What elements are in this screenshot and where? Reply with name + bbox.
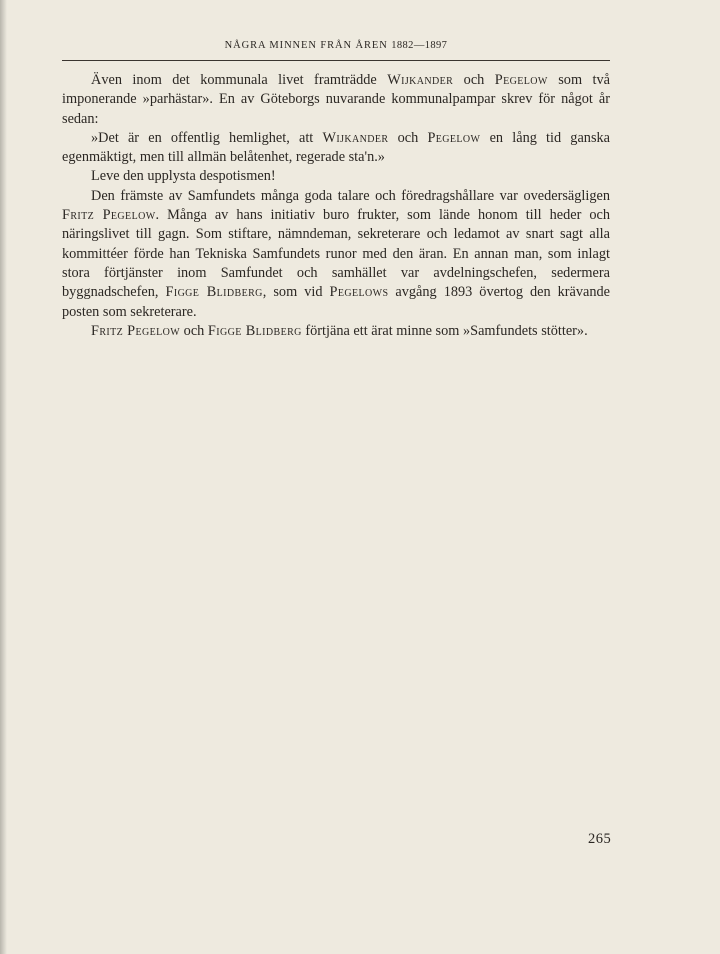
p2-text-c: en lång tid ganska egenmäktigt, men till allmän belåtenhet, regerade sta'n.»: [62, 129, 611, 166]
paragraph-2: [62, 129, 610, 168]
page-edge-shadow: [0, 0, 7, 954]
name-pegelow: Pegelow: [494, 72, 548, 88]
paragraph-5: [62, 322, 610, 341]
page-number: 265: [588, 831, 612, 847]
header-years: 1882—1897: [391, 40, 448, 51]
name-fritz-pegelow: Fritz Pegelow: [62, 207, 156, 224]
body-text: [62, 71, 610, 341]
p1-text-b: och: [453, 72, 495, 88]
name-pegelows: Pegelows: [329, 284, 389, 301]
header-rule: [62, 60, 610, 61]
name-figge-blidberg: Figge Blidberg: [165, 284, 263, 301]
p2-text-b: och: [388, 129, 428, 146]
name-wijkander: Wijkander: [322, 129, 389, 146]
p4-text-c: , som vid: [262, 284, 330, 301]
paragraph-1: [62, 71, 610, 129]
p4-text-b: . Många av hans initiativ buro frukter, som lände honom till heder och näringslivet till gagn. Som stiftare, nämndeman, sekreterare och ledamot av snart sagt alla kommittéer förde han Tekniska Samfundets runor med den äran. En annan man, som inlagt stora förtjänster inom Samfundet och samhället var avdelningschefen, sedermera byggnadschefen,: [62, 207, 611, 301]
header-title: NÅGRA MINNEN FRÅN ÅREN: [224, 40, 388, 51]
name-pegelow: Pegelow: [427, 129, 481, 146]
paragraph-3: Leve den upplysta despotismen!: [91, 168, 276, 185]
p5-text-b: och: [180, 322, 208, 339]
p5-text-c: förtjäna ett ärat minne som »Samfundets stötter».: [301, 322, 588, 339]
paragraph-4: [62, 187, 610, 322]
p4-text-d: avgång 1893 övertog den krävande posten som sekreterare.: [62, 284, 611, 320]
running-header: [62, 40, 610, 51]
name-figge-blidberg: Figge Blidberg: [207, 322, 302, 339]
name-fritz-pegelow: Fritz Pegelow: [91, 322, 181, 339]
p1-text-c: som två imponerande »parhästar». En av Göteborgs nuvarande kommunalpampar skrev för något år sedan:: [62, 72, 610, 127]
name-wijkander: Wijkander: [387, 72, 454, 88]
p4-text-a: Den främste av Samfundets många goda talare och föredragshållare var ovedersägligen: [91, 187, 610, 204]
p1-text-a: Även inom det kommunala livet framträdde: [91, 72, 388, 88]
p2-text-a: »Det är en offentlig hemlighet, att: [91, 129, 323, 146]
